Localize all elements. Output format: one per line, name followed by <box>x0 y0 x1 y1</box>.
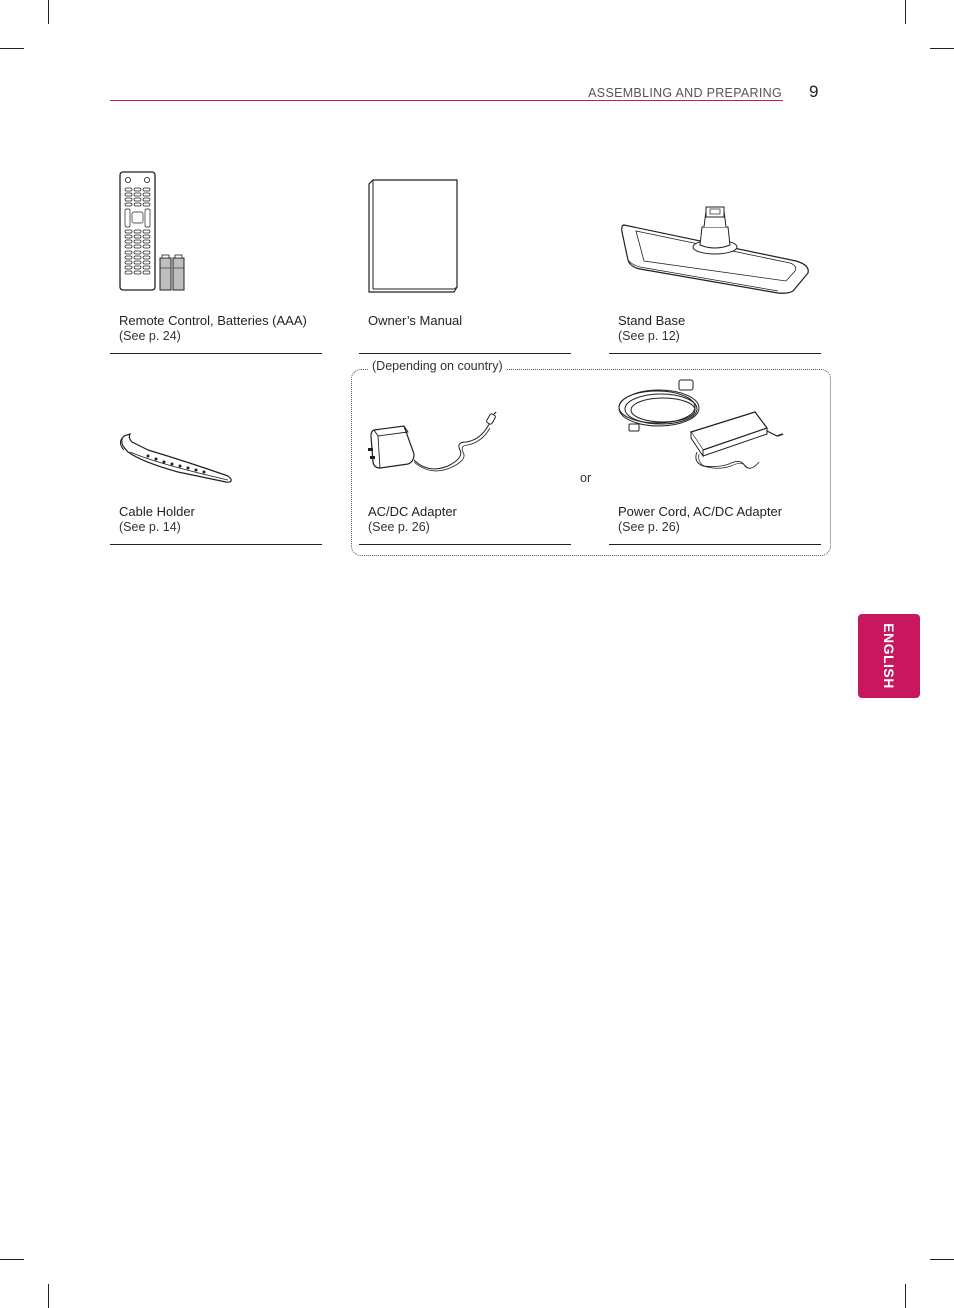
item-divider <box>609 544 821 545</box>
item-reference: (See p. 26) <box>368 520 430 534</box>
item-divider <box>609 353 821 354</box>
crop-mark <box>0 48 24 49</box>
cable-holder-icon <box>118 432 236 491</box>
item-reference: (See p. 12) <box>618 329 680 343</box>
item-name: Power Cord, AC/DC Adapter <box>618 504 783 519</box>
power-cord-adapter-icon <box>617 376 789 481</box>
group-note: (Depending on country) <box>368 359 507 373</box>
crop-mark <box>905 0 906 24</box>
crop-mark <box>930 1259 954 1260</box>
language-label: ENGLISH <box>881 623 897 689</box>
item-divider <box>359 353 571 354</box>
language-tab <box>858 614 920 698</box>
item-name: Remote Control, Batteries (AAA) <box>119 313 307 328</box>
section-title: ASSEMBLING AND PREPARING <box>588 86 782 100</box>
crop-mark <box>48 0 49 24</box>
ac-dc-adapter-icon <box>368 412 504 483</box>
item-reference: (See p. 24) <box>119 329 181 343</box>
crop-mark <box>905 1284 906 1308</box>
crop-mark <box>930 48 954 49</box>
item-divider <box>359 544 571 545</box>
item-name: Cable Holder <box>119 504 195 519</box>
item-name: Owner’s Manual <box>368 313 463 328</box>
remote-control-icon <box>118 171 190 298</box>
crop-mark <box>0 1259 24 1260</box>
item-reference: (See p. 26) <box>618 520 680 534</box>
alternative-separator: or <box>580 471 592 485</box>
manual-icon <box>368 179 460 300</box>
stand-base-icon <box>618 205 814 300</box>
header-rule <box>110 100 783 101</box>
page-number: 9 <box>809 82 819 101</box>
item-name: AC/DC Adapter <box>368 504 457 519</box>
item-divider <box>110 544 322 545</box>
item-name: Stand Base <box>618 313 686 328</box>
item-divider <box>110 353 322 354</box>
item-reference: (See p. 14) <box>119 520 181 534</box>
crop-mark <box>48 1284 49 1308</box>
